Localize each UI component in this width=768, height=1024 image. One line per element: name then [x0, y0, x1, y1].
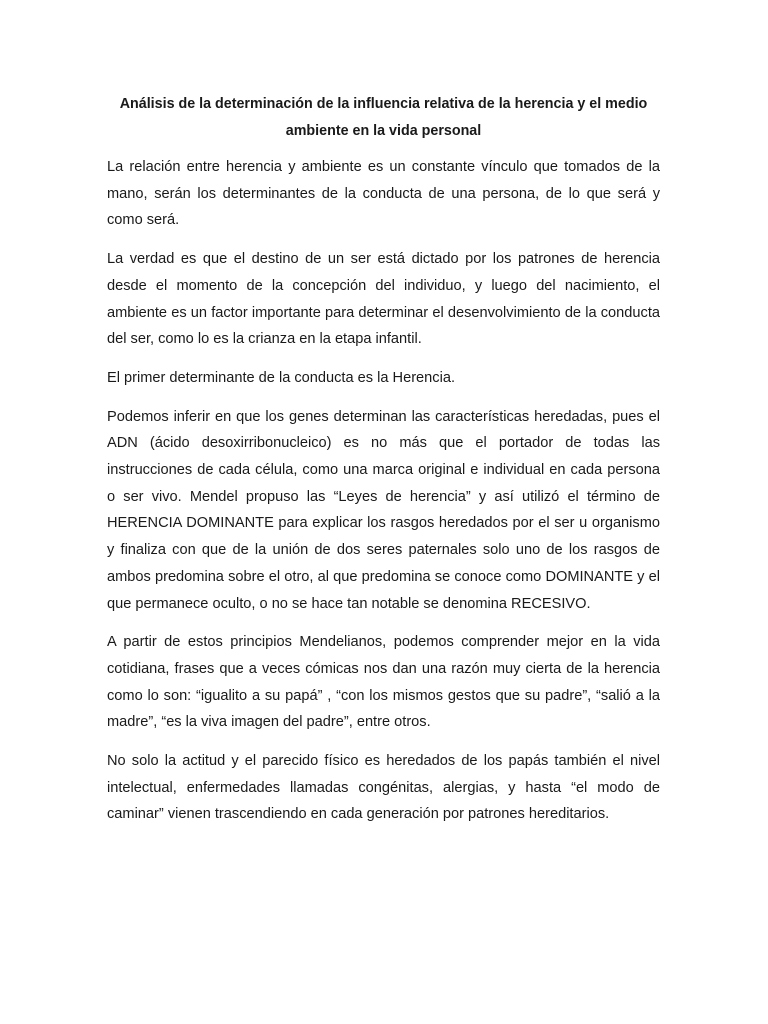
- paragraph-5: A partir de estos principios Mendelianos, podemos comprender mejor en la vida cotidiana, frases que a veces cómicas nos dan una razón muy cierta de la herencia como lo son: “igualito a su papá” , “con los mismos gestos que su padre”, “salió a la madre”, “es la viva imagen del padre”, entre otros.: [107, 634, 660, 731]
- document-title: Análisis de la determinación de la influencia relativa de la herencia y el medio ambiente en la vida personal: [119, 96, 648, 139]
- paragraph-4: Podemos inferir en que los genes determinan las características heredadas, pues el ADN (ácido desoxirribonucleico) es no más que el portador de todas las instrucciones de cada célula, como una marca original e individual en cada persona o ser vivo. Mendel propuso las “Leyes de herencia” y así utilizó el término de HERENCIA DOMINANTE para explicar los rasgos heredados por el ser u organismo y finaliza con que de la unión de dos seres paternales solo uno de los rasgos de ambos predomina sobre el otro, al que predomina se conoce como DOMINANTE y el que permanece oculto, o no se hace tan notable se denomina RECESIVO.: [107, 408, 660, 612]
- paragraph-3: El primer determinante de la conducta es la Herencia.: [107, 369, 455, 386]
- paragraph-2: La verdad es que el destino de un ser está dictado por los patrones de herencia desde el momento de la concepción del individuo, y luego del nacimiento, el ambiente es un factor importante para determinar el desenvolvimiento de la conducta del ser, como lo es la crianza en la etapa infantil.: [107, 251, 660, 348]
- paragraph-1: La relación entre herencia y ambiente es un constante vínculo que tomados de la mano, serán los determinantes de la conducta de una persona, de lo que será y como será.: [107, 159, 660, 229]
- document-page: [107, 91, 660, 840]
- paragraph-6: No solo la actitud y el parecido físico es heredados de los papás también el nivel intelectual, enfermedades llamadas congénitas, alergias, y hasta “el modo de caminar” vienen trascendiendo en cada generación por patrones hereditarios.: [107, 753, 660, 823]
